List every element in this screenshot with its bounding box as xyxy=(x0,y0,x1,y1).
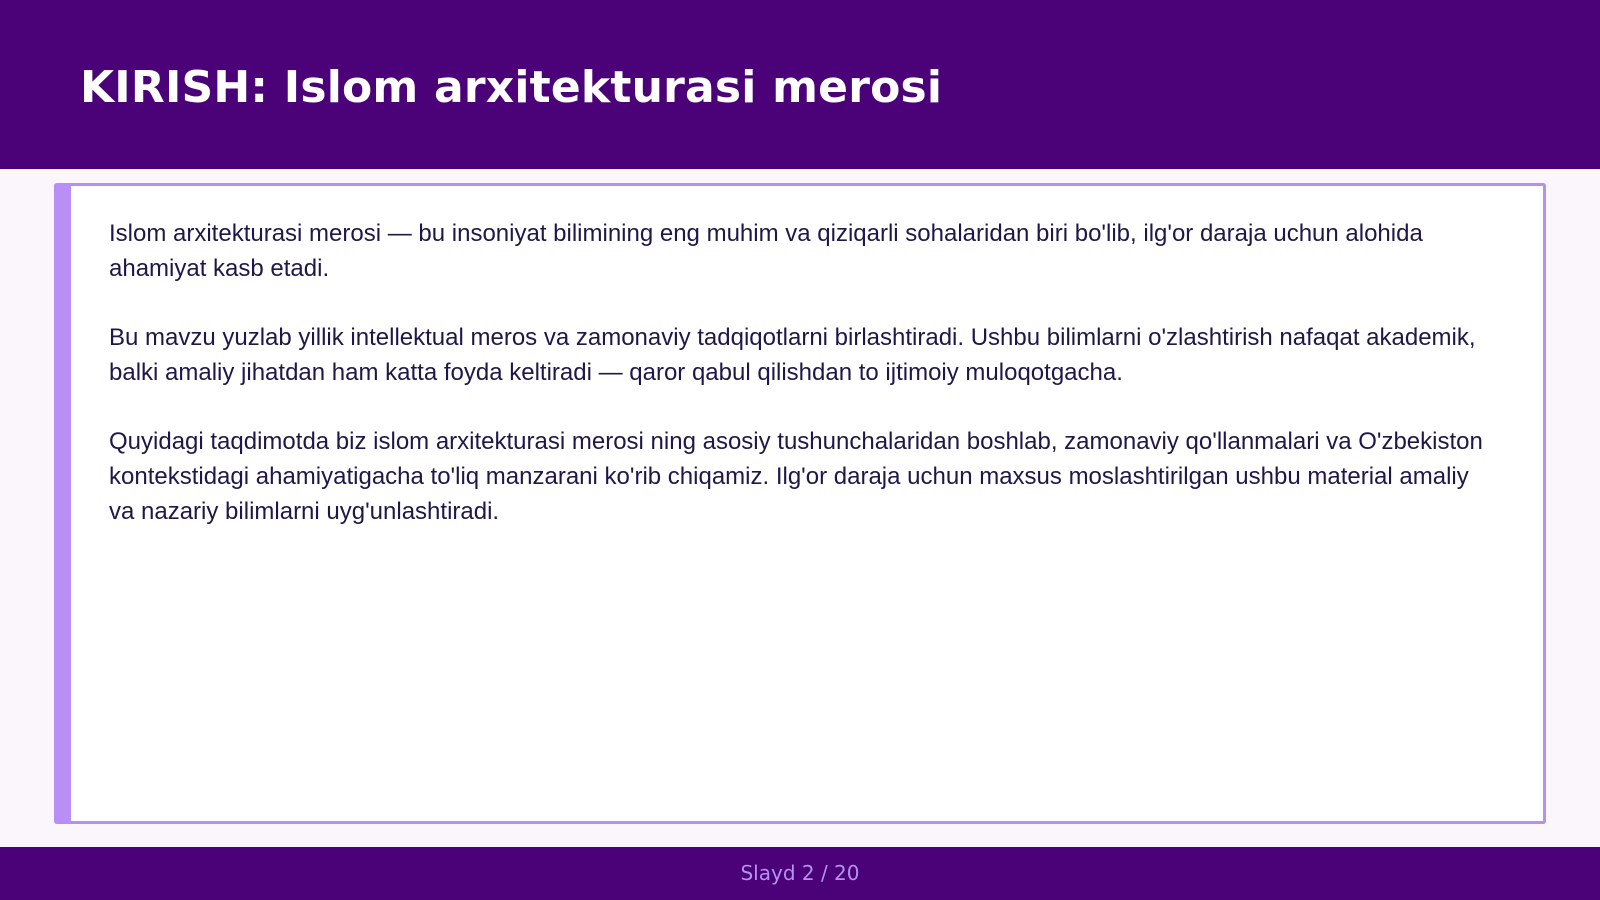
slide-header xyxy=(0,0,1600,169)
intro-paragraph-3: Quyidagi taqdimotda biz islom arxitekturasi merosi ning asosiy tushunchalaridan boshlab, zamonaviy qo'llanmalari va O'zbekiston kontekstidagi ahamiyatigacha to'liq manzarani ko'rib chiqamiz. Ilg'or daraja uchun maxsus moslashtirilgan ushbu material amaliy va nazariy bilimlarni uyg'unlashtiradi. xyxy=(109,428,1483,525)
slide-title: KIRISH: Islom arxitekturasi merosi xyxy=(80,62,943,113)
intro-paragraph-1: Islom arxitekturasi merosi — bu insoniyat bilimining eng muhim va qiziqarli sohalaridan biri bo'lib, ilg'or daraja uchun alohida ahamiyat kasb etadi. xyxy=(109,220,1423,282)
intro-paragraph-2: Bu mavzu yuzlab yillik intellektual meros va zamonaviy tadqiqotlarni birlashtiradi. Ushbu bilimlarni o'zlashtirish nafaqat akademik, balki amaliy jihatdan ham katta foyda keltiradi — qaror qabul qilishdan to ijtimoiy muloqotgacha. xyxy=(109,324,1476,386)
content-card xyxy=(54,183,1546,824)
slide-counter: Slayd 2 / 20 xyxy=(740,861,860,885)
slide-footer xyxy=(0,847,1600,900)
